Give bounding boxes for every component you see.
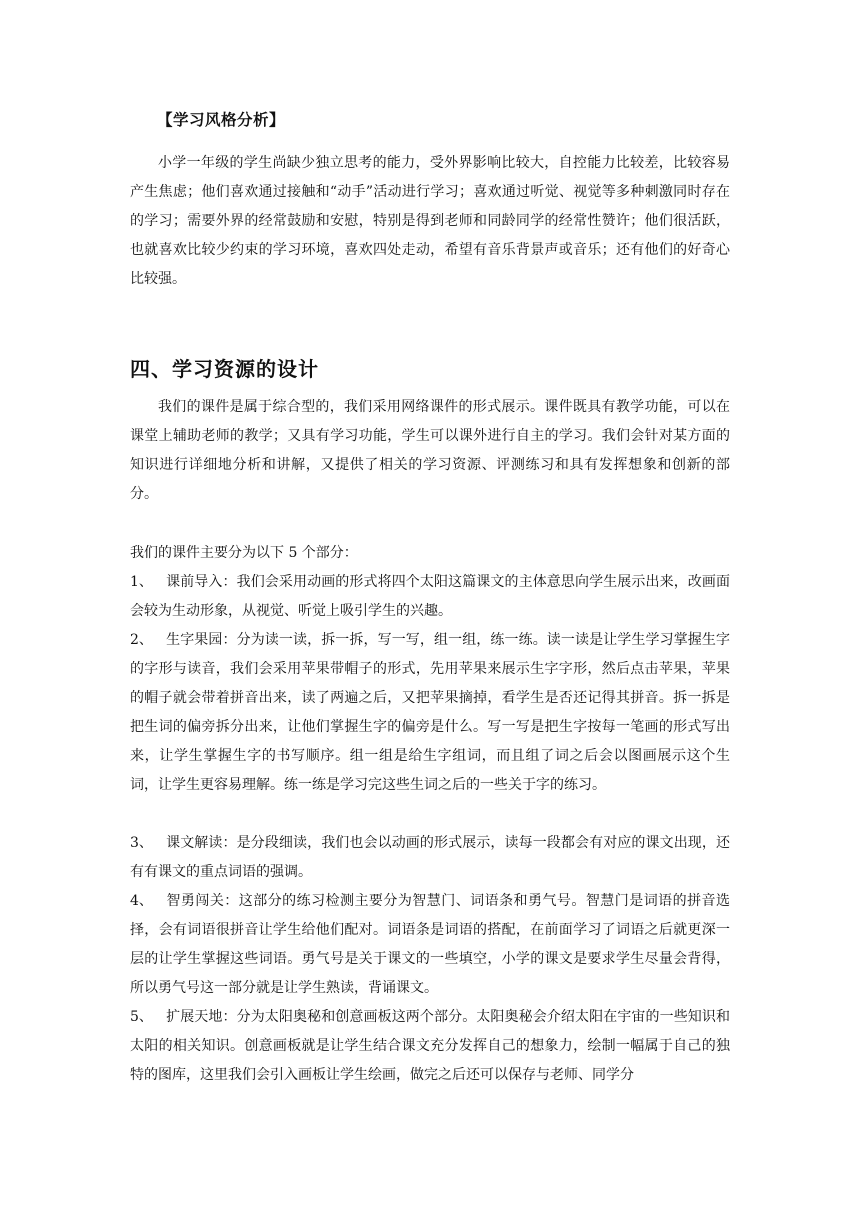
list-item-text: 生字果园：分为读一读，拆一拆，写一写，组一组，练一练。读一读是让学生学习掌握生字的字形与读音，我们会采用苹果带帽子的形式，先用苹果来展示生字字形，然后点击苹果，苹果的帽子就会带着拼音出来，读了两遍之后，又把苹果摘掉，看学生是否还记得其拼音。拆一拆是把生词的偏旁拆分出来，让他们掌握生字的偏旁是什么。写一写是把生字按每一笔画的形式写出来，让学生掌握生字的书写顺序。组一组是给生字组词，而且组了词之后会以图画展示这个生词，让学生更容易理解。练一练是学习完这些生词之后的一些关于字的练习。 — [130, 632, 730, 793]
list-item — [130, 568, 730, 626]
list-item — [130, 1003, 730, 1090]
parts-intro-line: 我们的课件主要分为以下 5 个部分： — [130, 545, 358, 561]
learning-style-heading: 【学习风格分析】 — [157, 111, 286, 129]
list-item — [130, 829, 730, 887]
list-item-number: 2、 — [130, 632, 153, 648]
list-item-number: 4、 — [130, 893, 153, 909]
list-item-text: 课文解读：是分段细读，我们也会以动画的形式展示，读每一段都会有对应的课文出现，还有有课文的重点词语的强调。 — [130, 835, 730, 880]
list-item-text: 智勇闯关：这部分的练习检测主要分为智慧门、词语条和勇气号。智慧门是词语的拼音选择，会有词语很拼音让学生给他们配对。词语条是词语的搭配，在前面学习了词语之后就更深一层的让学生掌握这些词语。勇气号是关于课文的一些填空，小学的课文是要求学生尽量会背得，所以勇气号这一部分就是让学生熟读，背诵课文。 — [130, 893, 730, 996]
list-item-text: 扩展天地：分为太阳奥秘和创意画板这两个部分。太阳奥秘会介绍太阳在宇宙的一些知识和太阳的相关知识。创意画板就是让学生结合课文充分发挥自己的想象力，绘制一幅属于自己的独特的图库，这里我们会引入画板让学生绘画，做完之后还可以保存与老师、同学分 — [130, 1009, 730, 1083]
list-item-number: 1、 — [130, 574, 153, 590]
list-item-number: 5、 — [130, 1009, 153, 1025]
resource-design-heading: 四、学习资源的设计 — [130, 357, 319, 381]
resource-intro-paragraph: 我们的课件是属于综合型的，我们采用网络课件的形式展示。课件既具有教学功能，可以在课堂上辅助老师的教学；又具有学习功能，学生可以课外进行自主的学习。我们会针对某方面的知识进行详细地分析和讲解，又提供了相关的学习资源、评测练习和具有发挥想象和创新的部分。 — [130, 399, 730, 502]
list-item — [130, 626, 730, 800]
list-item-number: 3、 — [130, 835, 153, 851]
list-item-text: 课前导入：我们会采用动画的形式将四个太阳这篇课文的主体意思向学生展示出来，改画面会较为生动形象，从视觉、听觉上吸引学生的兴趣。 — [130, 574, 730, 619]
list-item — [130, 887, 730, 1003]
learning-style-paragraph: 小学一年级的学生尚缺少独立思考的能力，受外界影响比较大，自控能力比较差，比较容易产生焦虑；他们喜欢通过接触和“动手”活动进行学习；喜欢通过听觉、视觉等多种刺激同时存在的学习；需要外界的经常鼓励和安慰，特别是得到老师和同龄同学的经常性赞许；他们很活跃，也就喜欢比较少约束的学习环境，喜欢四处走动，希望有音乐背景声或音乐；还有他们的好奇心比较强。 — [130, 155, 730, 287]
